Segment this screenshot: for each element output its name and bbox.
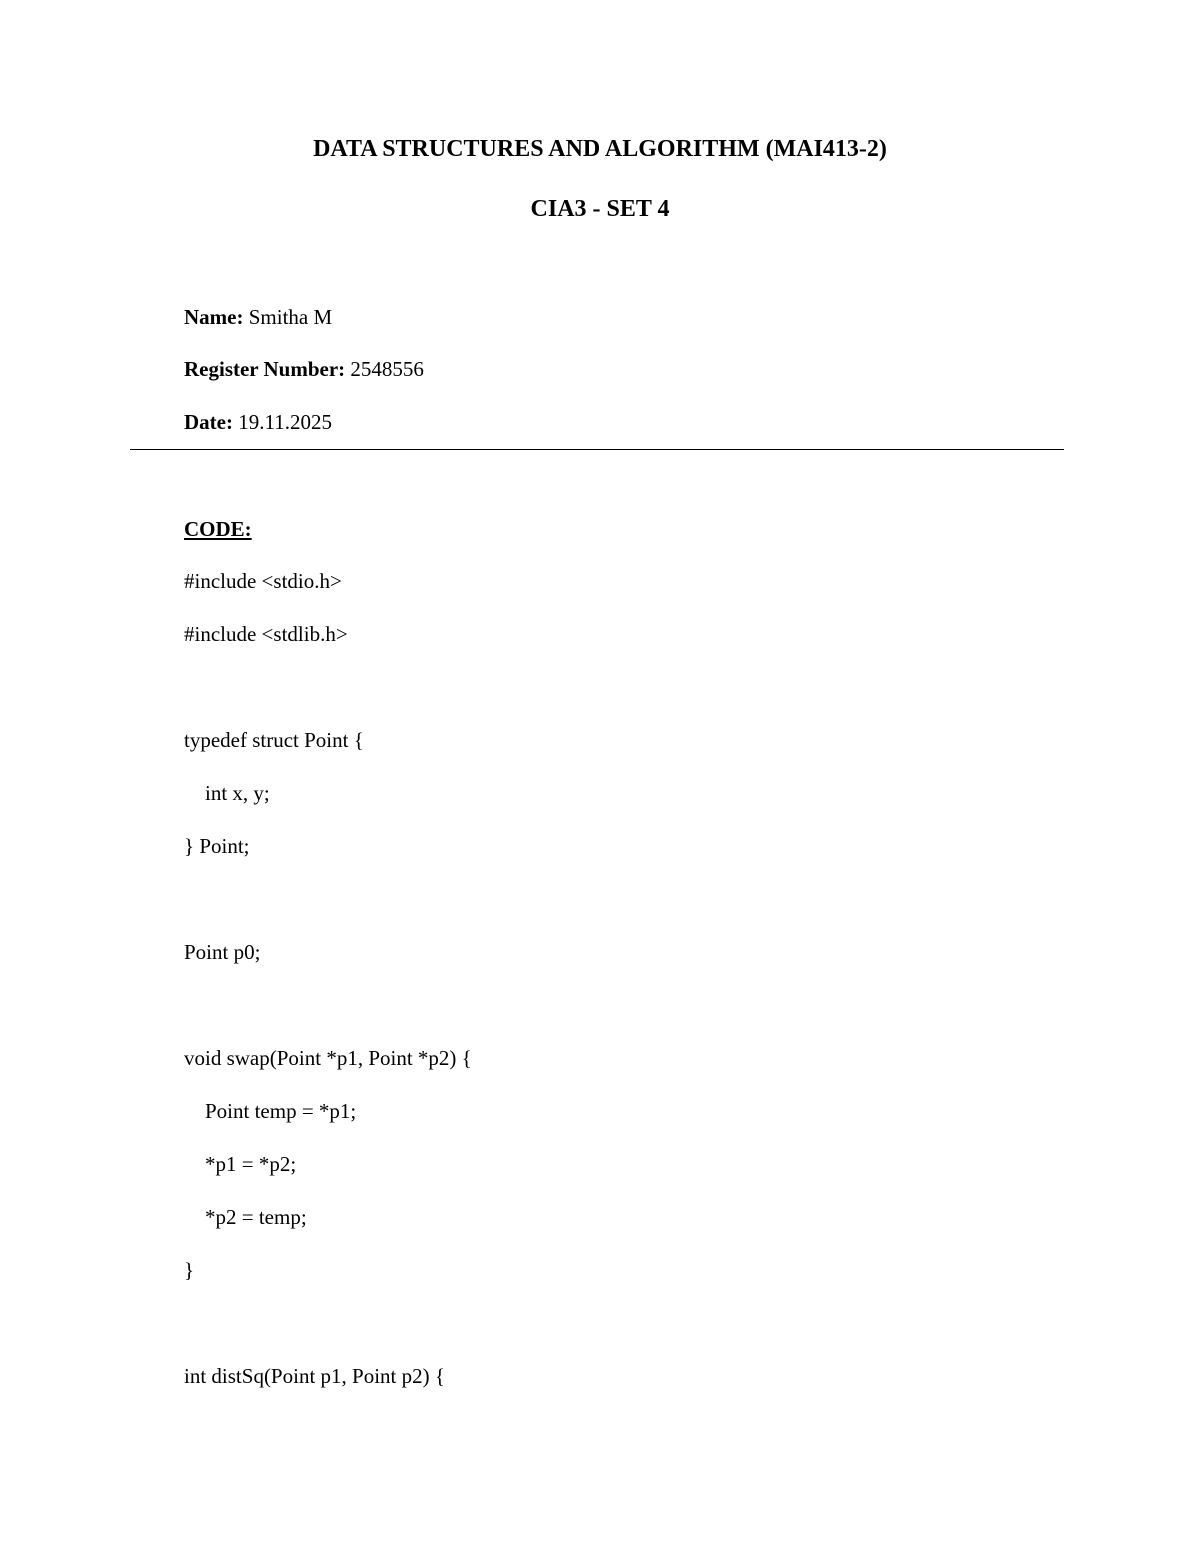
code-line: *p2 = temp; <box>184 1205 307 1229</box>
code-line: Point p0; <box>184 940 261 964</box>
code-line: int distSq(Point p1, Point p2) { <box>184 1364 445 1388</box>
document-subtitle: CIA3 - SET 4 <box>530 196 670 222</box>
code-line: #include <stdio.h> <box>184 569 342 593</box>
header-divider <box>130 449 1064 450</box>
code-line: int x, y; <box>184 781 270 805</box>
date-row <box>184 409 332 435</box>
register-number-row <box>184 356 424 382</box>
code-line: void swap(Point *p1, Point *p2) { <box>184 1046 472 1070</box>
name-label: Name: <box>184 305 244 329</box>
register-number-value: 2548556 <box>350 357 424 381</box>
code-line: Point temp = *p1; <box>184 1099 357 1123</box>
code-heading: CODE: <box>184 517 252 541</box>
date-value: 19.11.2025 <box>238 410 332 434</box>
name-value: Smitha M <box>248 305 333 329</box>
code-line: *p1 = *p2; <box>184 1152 297 1176</box>
date-label: Date: <box>184 410 233 434</box>
code-line: #include <stdlib.h> <box>184 622 348 646</box>
student-name-row <box>184 304 332 330</box>
register-number-label: Register Number: <box>184 357 346 381</box>
code-line: } <box>184 1258 195 1282</box>
code-line: } Point; <box>184 834 250 858</box>
document-title: DATA STRUCTURES AND ALGORITHM (MAI413-2) <box>313 136 887 162</box>
code-line: typedef struct Point { <box>184 728 364 752</box>
